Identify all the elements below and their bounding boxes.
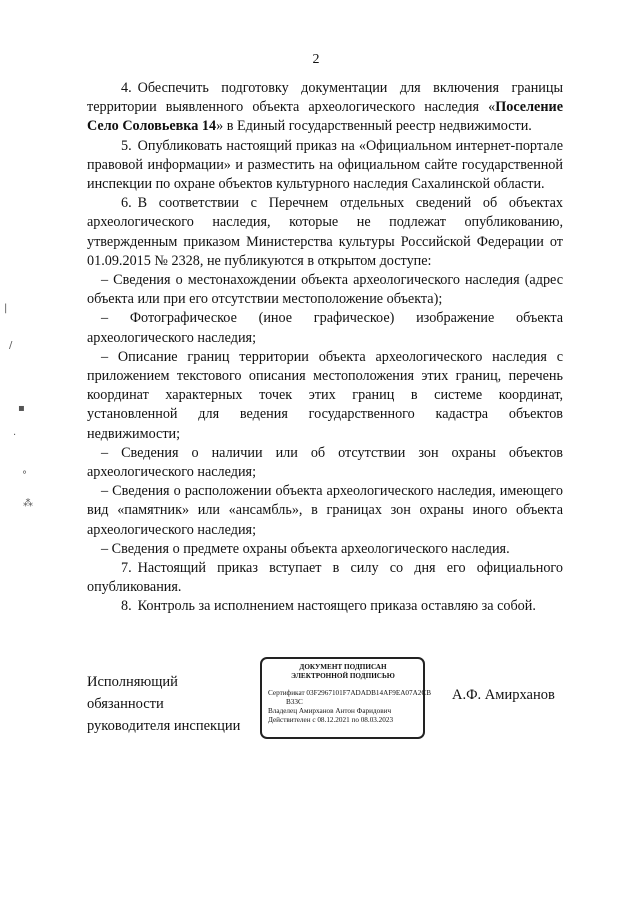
- page-number: 2: [312, 52, 320, 67]
- item-8: [87, 597, 563, 616]
- signer-name: А.Ф. Амирханов: [452, 687, 555, 703]
- item-number: 6.: [121, 195, 132, 212]
- signer-title-line: обязанности: [87, 696, 164, 712]
- signer-title-line: руководителя инспекции: [87, 718, 241, 734]
- stamp-certificate: Сертификат 03F2967101F7ADADB14AF9EA07A2CB: [268, 689, 431, 697]
- item-7: [87, 559, 563, 597]
- item-text: Обеспечить подготовку документации для включения границы территории выявленного объекта археологического наследия «: [87, 80, 563, 116]
- list-item: – Сведения о местонахождении объекта археологического наследия (адрес объекта или при его отсутствии местоположение объекта);: [87, 272, 563, 308]
- list-item: – Сведения о наличии или об отсутствии зон охраны объектов археологического наследия;: [87, 444, 563, 481]
- item-number: 5.: [121, 137, 132, 154]
- stamp-heading: ЭЛЕКТРОННОЙ ПОДПИСЬЮ: [291, 672, 395, 680]
- item-text: Опубликовать настоящий приказ на «Официальном интернет-портале правовой информации» и разместить на официальном сайте государственной инспекции по охране объектов культурного наследия Сахалинской области.: [87, 137, 563, 193]
- signer-title-line: Исполняющий: [87, 674, 178, 690]
- signer-title: [87, 671, 240, 737]
- item-text: » в Единый государственный реестр недвижимости.: [216, 118, 532, 135]
- item-text: Контроль за исполнением настоящего приказа оставляю за собой.: [137, 598, 536, 615]
- stamp-owner: Владелец Амирханов Антон Фаридович: [268, 707, 392, 715]
- scan-mark: ▪: [18, 403, 25, 414]
- item-6: [87, 194, 563, 271]
- item-number: 4.: [121, 80, 132, 96]
- list-item: – Фотографическое (иное графическое) изображение объекта археологического наследия;: [87, 310, 563, 346]
- item-text: В соответствии с Перечнем отдельных сведений об объектах археологического наследия, которые не подлежат опубликованию, утвержденным приказом Министерства культуры Российской Федерации от 01.09.2015 № 2328, не публикуются в открытом доступе:: [87, 195, 563, 269]
- list-item: – Сведения о предмете охраны объекта археологического наследия.: [101, 540, 510, 557]
- document-body: [87, 79, 563, 617]
- stamp-validity: Действителен с 08.12.2021 по 08.03.2023: [268, 716, 394, 724]
- stamp-heading: ДОКУМЕНТ ПОДПИСАН: [299, 663, 387, 671]
- item-number: 7.: [121, 560, 132, 577]
- item-number: 8.: [121, 598, 132, 615]
- scan-mark: ⁂: [23, 498, 33, 509]
- item-text: Настоящий приказ вступает в силу со дня его официального опубликования.: [87, 560, 563, 596]
- list-item: – Описание границ территории объекта археологического наследия с приложением текстового описания местоположения этих границ, перечень координат характерных точек этих границ в системе координат, установленной для ведения государственного кадастра объектов недвижимости;: [87, 348, 563, 442]
- object-name: Поселение Село Соловьевка 14: [87, 99, 563, 135]
- list-item: – Сведения о расположении объекта археологического наследия, имеющего вид «памятник» или «ансамбль», в границах зон охраны иного объекта археологического наследия;: [87, 483, 563, 538]
- scan-mark: |: [4, 303, 8, 314]
- electronic-signature-stamp: [260, 657, 431, 739]
- item-5: [87, 137, 563, 195]
- scan-mark: ·: [13, 430, 17, 441]
- scan-mark: °: [22, 470, 27, 481]
- scan-mark: /: [9, 340, 13, 351]
- item-4: [87, 79, 563, 137]
- stamp-certificate-cont: B33C: [286, 698, 303, 706]
